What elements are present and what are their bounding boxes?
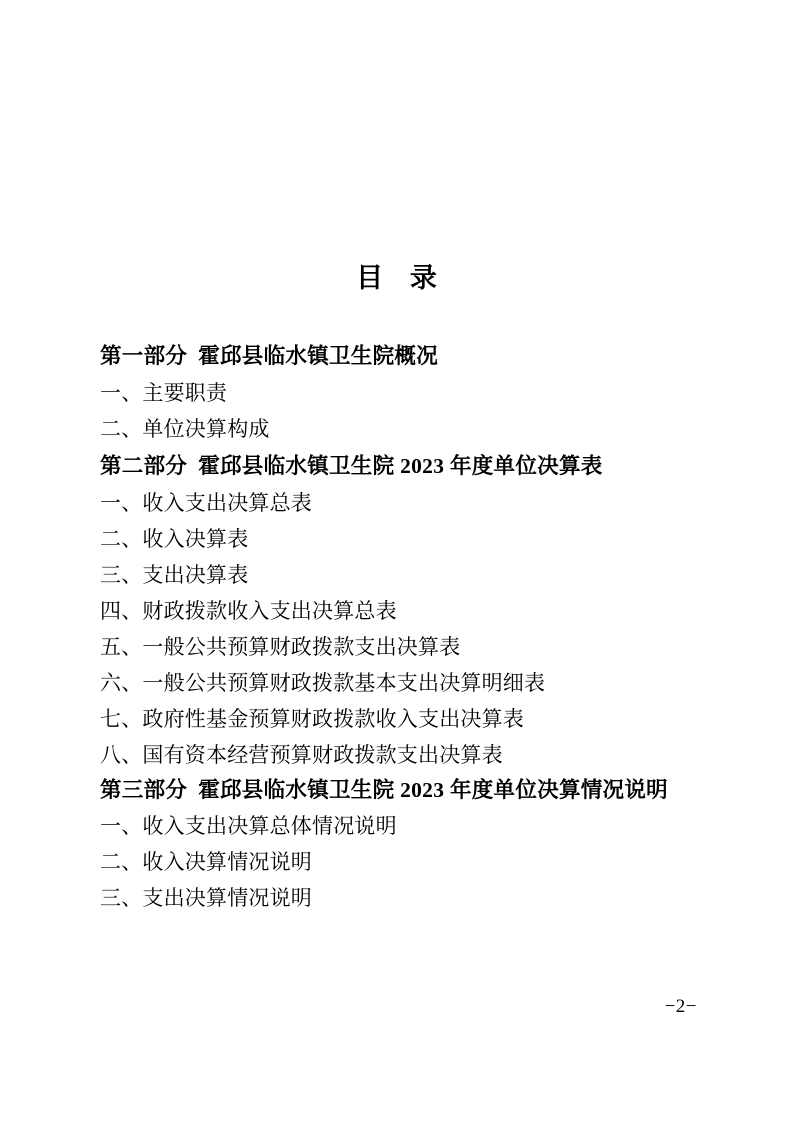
toc-item [100,375,693,411]
toc-part-entry [100,448,693,485]
toc-item-label: 收入支出决算总体情况说明 [142,814,397,839]
toc-item-label: 财政拨款收入支出决算总表 [142,598,397,623]
toc-item-number: 二、 [100,526,143,551]
toc-part-prefix: 第三部分 [100,778,188,803]
toc-item-number: 二、 [100,417,143,442]
toc-item [100,485,693,521]
toc-item-label: 支出决算情况说明 [142,886,313,911]
toc-item-number: 七、 [100,707,143,732]
toc-part-entry [100,338,693,375]
toc-item-label: 收入决算表 [142,526,249,551]
toc-part-text: 霍邱县临水镇卫生院 2023 年度单位决算情况说明 [198,778,668,803]
toc-item-number: 一、 [100,814,143,839]
toc-item-number: 五、 [100,634,143,659]
page-title: 目 录 [356,263,447,293]
toc-item [100,557,693,593]
toc-item-number: 二、 [100,850,143,875]
toc-part-text: 霍邱县临水镇卫生院 2023 年度单位决算表 [198,453,603,478]
table-of-contents [100,338,693,916]
toc-item [100,701,693,737]
toc-part-prefix: 第二部分 [100,453,188,478]
toc-item-number: 八、 [100,743,143,768]
toc-item-label: 单位决算构成 [142,417,270,442]
toc-item-label: 支出决算表 [142,562,249,587]
toc-item [100,665,693,701]
toc-item-number: 六、 [100,671,143,696]
toc-item [100,844,693,880]
toc-part-prefix: 第一部分 [100,344,188,369]
toc-item-label: 主要职责 [142,381,228,406]
toc-item-number: 三、 [100,562,143,587]
toc-item-label: 国有资本经营预算财政拨款支出决算表 [142,743,503,768]
toc-item-label: 收入支出决算总表 [142,490,313,515]
toc-item [100,808,693,844]
toc-item-label: 政府性基金预算财政拨款收入支出决算表 [142,707,525,732]
toc-item-number: 一、 [100,381,143,406]
toc-item-number: 三、 [100,886,143,911]
toc-item-number: 一、 [100,490,143,515]
toc-item [100,737,693,773]
toc-item [100,521,693,557]
toc-part-entry [100,773,693,808]
toc-item [100,411,693,447]
toc-item [100,880,693,916]
toc-item [100,629,693,665]
toc-item-label: 收入决算情况说明 [142,850,313,875]
page-number: −2− [664,996,697,1017]
toc-item-label: 一般公共预算财政拨款支出决算表 [142,634,461,659]
toc-part-text: 霍邱县临水镇卫生院概况 [198,344,439,369]
toc-item-number: 四、 [100,598,143,623]
toc-item [100,593,693,629]
toc-item-label: 一般公共预算财政拨款基本支出决算明细表 [142,671,546,696]
